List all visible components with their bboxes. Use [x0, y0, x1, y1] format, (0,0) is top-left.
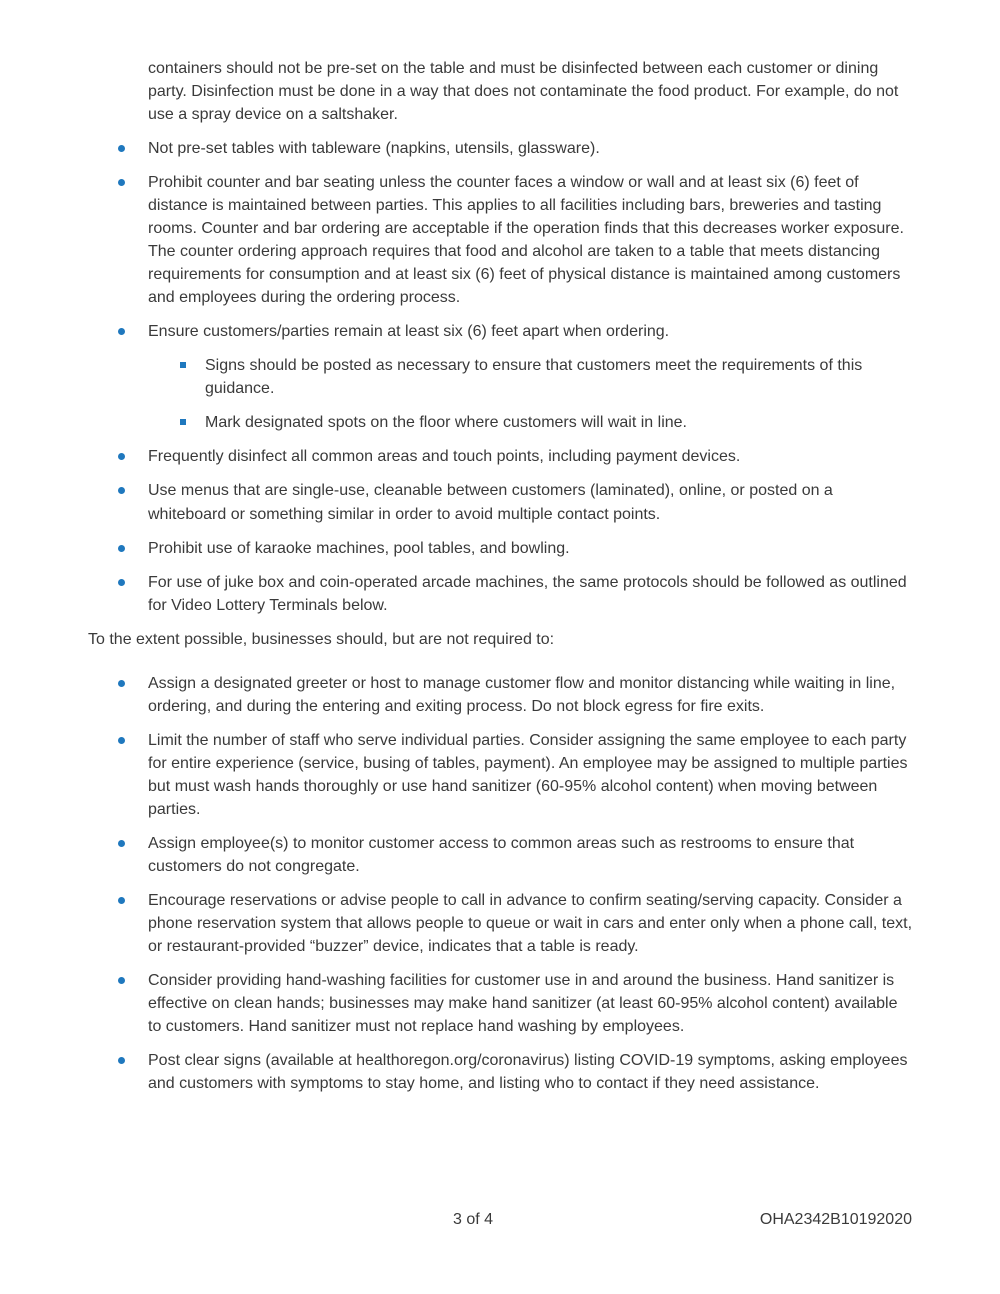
bullet-icon	[118, 453, 125, 460]
list-item-text: Prohibit use of karaoke machines, pool tables, and bowling.	[148, 539, 570, 557]
page-number: 3 of 4	[452, 1211, 494, 1228]
sub-bullet-list	[148, 354, 912, 434]
list-item-text: For use of juke box and coin-operated arcade machines, the same protocols should be followed as outlined for Video Lottery Terminals below.	[148, 573, 907, 614]
sub-list-item	[205, 354, 912, 400]
page-footer	[88, 1208, 912, 1232]
list-item	[148, 445, 912, 468]
bullet-icon	[118, 840, 125, 847]
list-item-text: Prohibit counter and bar seating unless the counter faces a window or wall and at least six (6) feet of distance is maintained between parties. This applies to all facilities including bars, breweries and tasting rooms. Counter and bar ordering are acceptable if the operation finds that this decreases worker exposure. The counter ordering approach requires that food and alcohol are taken to a table that meets distancing requirements for consumption and at least six (6) feet of physical distance is maintained among customers and employees during the ordering process.	[148, 174, 904, 307]
bullet-icon	[118, 179, 125, 186]
list-item-text: Encourage reservations or advise people to call in advance to confirm seating/serving capacity. Consider a phone reservation system that allows people to queue or wait in cars and enter only when a phone call, text, or restaurant-provided “buzzer” device, indicates that a table is ready.	[148, 891, 913, 955]
list-item	[148, 571, 912, 617]
bullet-icon	[118, 680, 125, 687]
bullet-list-1	[88, 137, 912, 617]
list-item	[148, 832, 912, 878]
sub-list-item	[205, 411, 912, 434]
sub-list-item-text: Mark designated spots on the floor where customers will wait in line.	[205, 414, 687, 432]
list-item	[148, 672, 912, 718]
bullet-icon	[118, 897, 125, 904]
bullet-icon	[118, 1057, 125, 1064]
bullet-icon	[118, 737, 125, 744]
bullet-icon	[118, 977, 125, 984]
list-item-text: Assign employee(s) to monitor customer access to common areas such as restrooms to ensure that customers do not congregate.	[148, 834, 855, 875]
list-item-text: Post clear signs (available at healthoregon.org/coronavirus) listing COVID-19 symptoms, asking employees and customers with symptoms to stay home, and listing who to contact if they need assistance.	[148, 1052, 908, 1093]
list-item-text: Not pre-set tables with tableware (napkins, utensils, glassware).	[148, 140, 600, 158]
list-item	[148, 171, 912, 309]
list-item-text: Assign a designated greeter or host to manage customer flow and monitor distancing while waiting in line, ordering, and during the entering and exiting process. Do not block egress for fire exits.	[148, 674, 896, 715]
list-item	[148, 729, 912, 821]
list-item	[148, 1049, 912, 1095]
sub-list-item-text: Signs should be posted as necessary to ensure that customers meet the requirements of this guidance.	[205, 357, 863, 398]
bullet-icon	[118, 328, 125, 335]
list-item-text: Ensure customers/parties remain at least six (6) feet apart when ordering.	[148, 323, 670, 341]
list-item-text: Frequently disinfect all common areas and touch points, including payment devices.	[148, 448, 741, 466]
list-item-text: Limit the number of staff who serve individual parties. Consider assigning the same employee to each party for entire experience (service, busing of tables, payment). An employee may be assigned to multiple parties but must wash hands thoroughly or use hand sanitizer (60-95% alcohol content) when moving between parties.	[148, 731, 908, 818]
list-item	[148, 320, 912, 434]
list-item	[148, 537, 912, 560]
bullet-icon	[118, 545, 125, 552]
bullet-icon	[118, 487, 125, 494]
square-bullet-icon	[180, 419, 186, 425]
square-bullet-icon	[180, 362, 186, 368]
bullet-icon	[118, 579, 125, 586]
list-item	[148, 969, 912, 1038]
document-code: OHA2342B10192020	[759, 1211, 912, 1228]
list-item	[148, 137, 912, 160]
continuation-paragraph: containers should not be pre-set on the table and must be disinfected between each customer or dining party. Disinfection must be done in a way that does not contaminate the food product. For example, do not use a spray device on a saltshaker.	[148, 60, 899, 124]
intro-paragraph: To the extent possible, businesses should, but are not required to:	[88, 630, 555, 648]
list-item	[148, 479, 912, 525]
list-item-text: Consider providing hand-washing facilities for customer use in and around the business. Hand sanitizer is effective on clean hands; businesses may make hand sanitizer (at least 60-95% alcohol content) available to customers. Hand sanitizer must not replace hand washing by employees.	[148, 972, 898, 1036]
bullet-list-2	[88, 672, 912, 1096]
list-item-text: Use menus that are single-use, cleanable between customers (laminated), online, or posted on a whiteboard or something similar in order to avoid multiple contact points.	[148, 482, 833, 523]
bullet-icon	[118, 145, 125, 152]
list-item	[148, 889, 912, 958]
